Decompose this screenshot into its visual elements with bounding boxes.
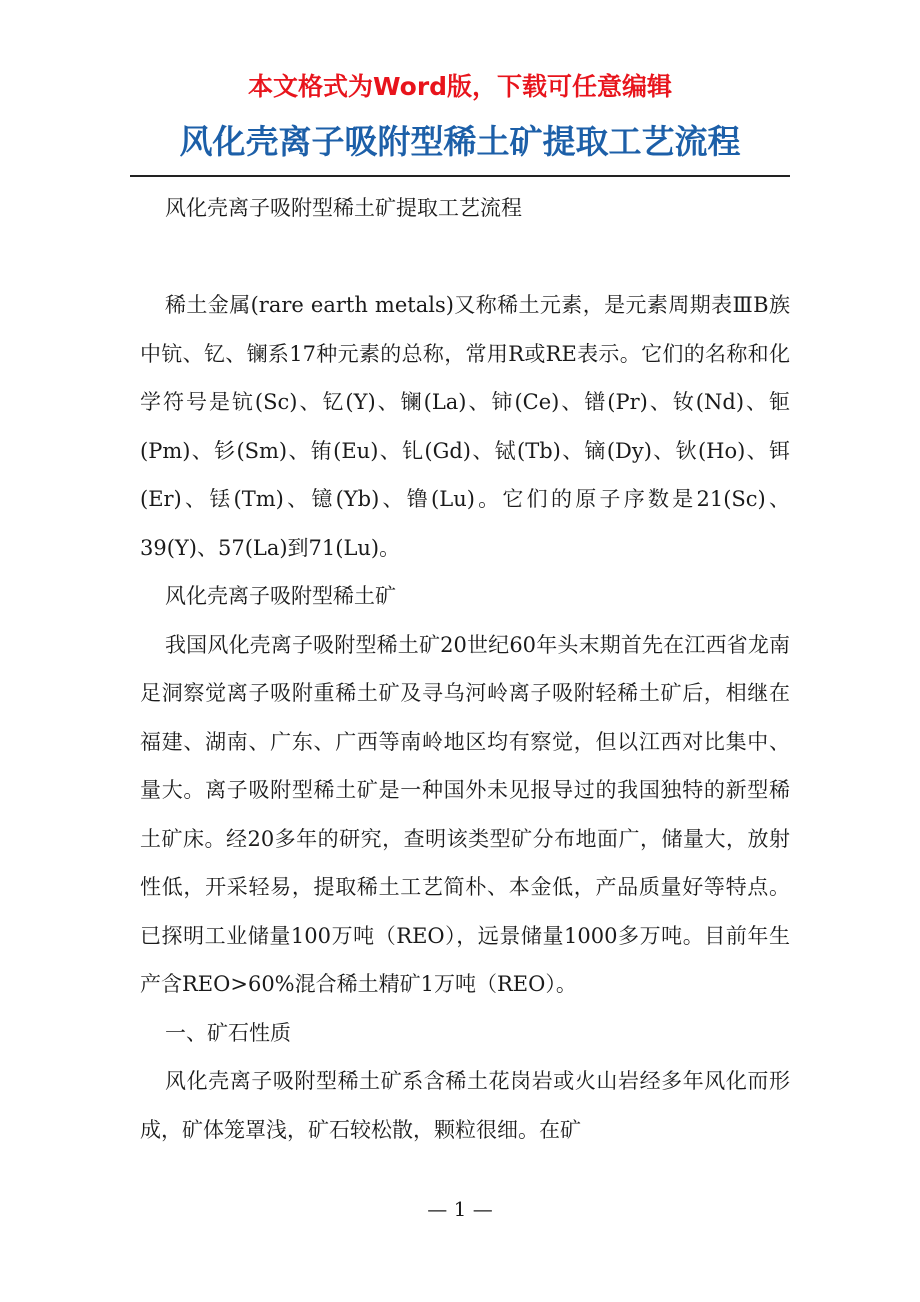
download-banner: 本文格式为Word版，下载可任意编辑 — [247, 72, 673, 101]
body-paragraph: 我国风化壳离子吸附型稀土矿20世纪60年头末期首先在江西省龙南足洞察觉离子吸附重稀土矿及寻乌河岭离子吸附轻稀土矿后，相继在福建、湖南、广东、广西等南岭地区均有察觉，但以江西对比集中、量大。离子吸附型稀土矿是一种国外未见报导过的我国独特的新型稀土矿床。经20多年的研究，查明该类型矿分布地面广，储量大，放射性低，开采轻易，提取稀土工艺简朴、本金低，产品质量好等特点。已探明工业储量100万吨（REO），远景储量1000多万吨。目前年生产含REO>60%混合稀土精矿1万吨（REO）。 — [140, 632, 790, 996]
body-paragraph: 稀土金属(rare earth metals)又称稀土元素，是元素周期表ⅢB族中钪、钇、镧系17种元素的总称，常用R或RE表示。它们的名称和化学符号是钪(Sc)、钇(Y)、镧(La)、铈(Ce)、镨(Pr)、钕(Nd)、钷(Pm)、钐(Sm)、铕(Eu)、钆(Gd)、铽(Tb)、镝(Dy)、钬(Ho)、铒(Er)、铥(Tm)、镱(Yb)、镥(Lu)。它们的原子序数是21(Sc)、39(Y)、57(La)到71(Lu)。 — [140, 293, 790, 560]
document-title: 风化壳离子吸附型稀土矿提取工艺流程 — [179, 122, 741, 161]
document-body — [140, 184, 790, 1154]
section-heading: 一、矿石性质 — [165, 1020, 291, 1045]
subtitle-paragraph: 风化壳离子吸附型稀土矿提取工艺流程 — [165, 196, 522, 220]
title-divider — [130, 175, 790, 177]
section-heading: 风化壳离子吸附型稀土矿 — [165, 584, 396, 608]
body-paragraph: 风化壳离子吸附型稀土矿系含稀土花岗岩或火山岩经多年风化而形成，矿体笼罩浅，矿石较松散，颗粒很细。在矿 — [140, 1069, 790, 1142]
page-number: — 1 — — [427, 1197, 493, 1221]
